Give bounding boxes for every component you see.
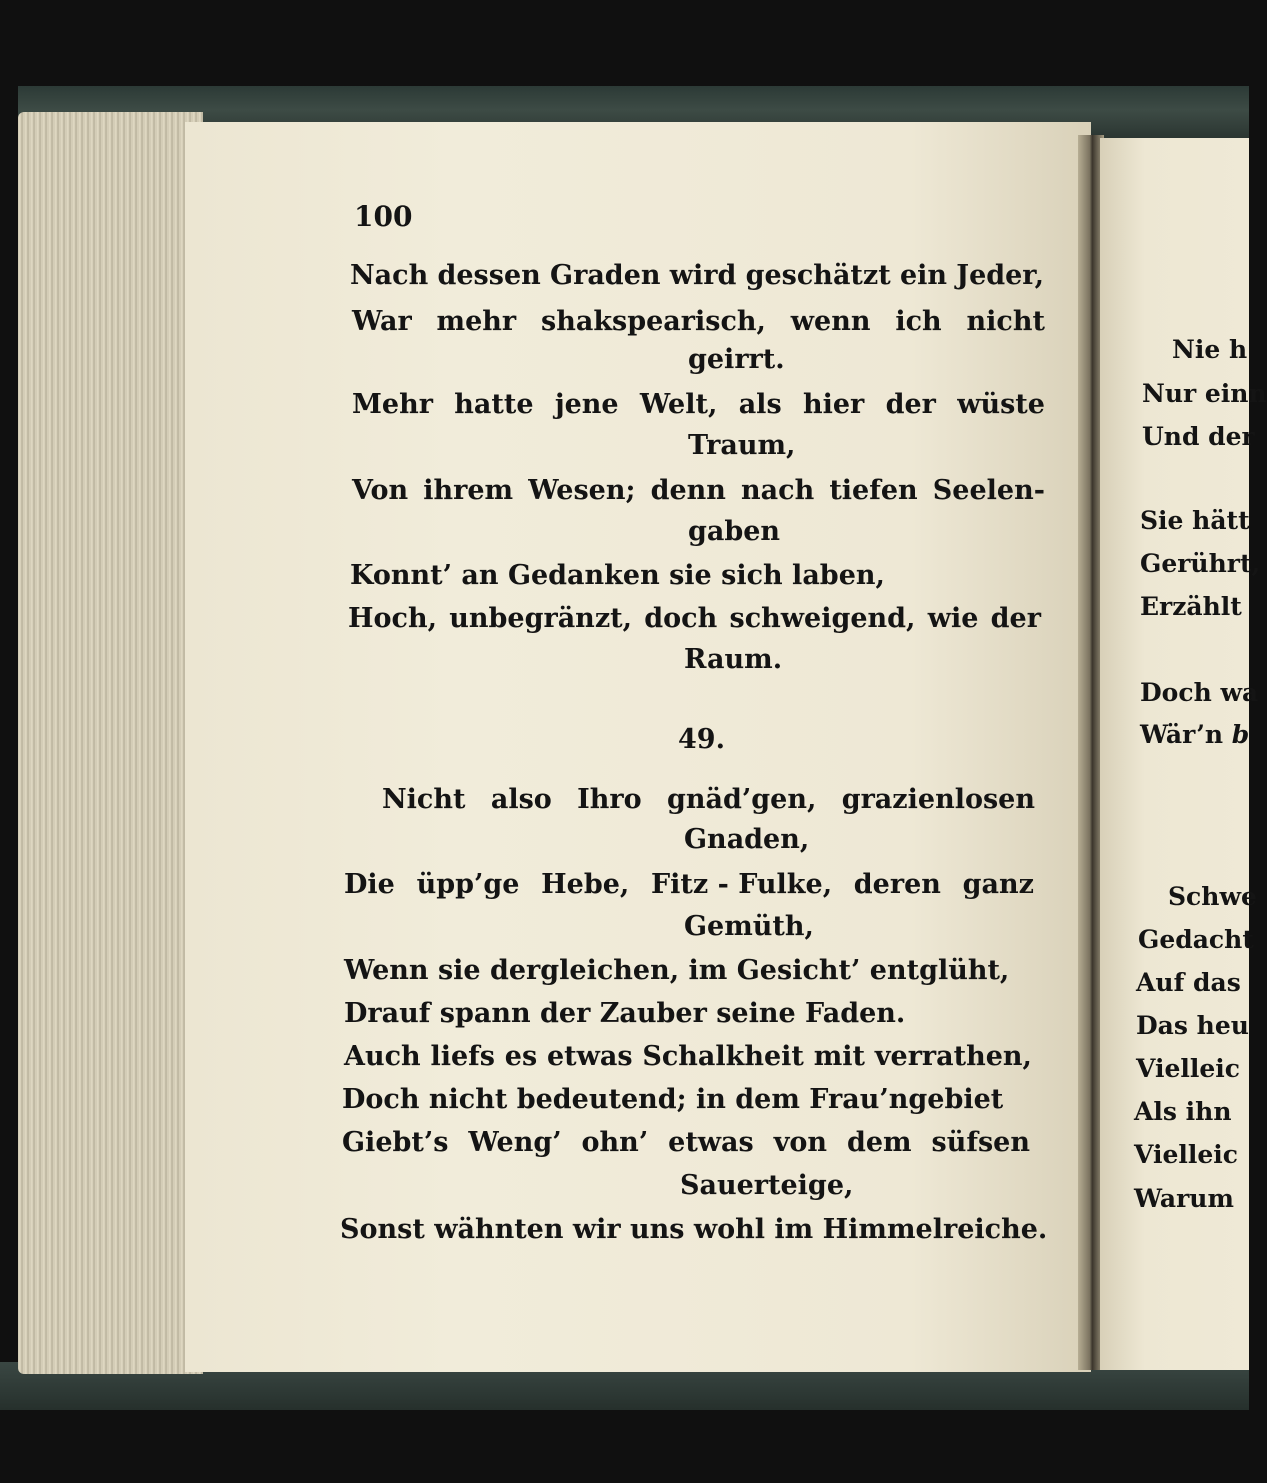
verse-word: Ihro (577, 784, 642, 815)
right-fragment-text: Wär’n (1140, 720, 1224, 749)
right-fragment: Doch wa (1140, 678, 1259, 707)
verse-word: hier (802, 389, 865, 420)
stanza-number: 49. (678, 724, 725, 755)
right-fragment: Nie h (1172, 335, 1248, 364)
verse-word: wenn (790, 306, 871, 337)
verse-word: mehr (436, 306, 517, 337)
verse-word: War (352, 306, 412, 337)
right-fragment (1140, 722, 1249, 747)
verse-word: geschätzt (745, 260, 891, 291)
verse-word: Graden (550, 260, 661, 291)
verse-word: Die (344, 869, 395, 900)
verse-word: dem (846, 1127, 912, 1158)
verse-word: Giebt’s (342, 1127, 449, 1158)
verse-line: Doch nicht bedeutend; in dem Frau’ngebiet (342, 1084, 1004, 1115)
verse-word: von (773, 1127, 828, 1158)
verse-word: Hebe, (541, 869, 630, 900)
right-fragment: Warum (1134, 1184, 1234, 1213)
verse-line-continuation: gaben (688, 516, 781, 547)
right-fragment: Das heu (1136, 1011, 1249, 1040)
verse-line-continuation: geirrt. (688, 344, 785, 375)
verse-word: jene (554, 389, 619, 420)
verse-word: liefs (430, 1041, 495, 1072)
verse-word: als (738, 389, 782, 420)
right-fragment: Nur einn (1142, 379, 1267, 408)
verse-word: tiefen (829, 475, 918, 506)
verse-line-continuation: Raum. (684, 644, 783, 675)
verse-word: ganz (962, 869, 1034, 900)
verse-word: der (990, 603, 1041, 634)
verse-word: Von (352, 475, 409, 506)
verse-word: ohn’ (581, 1127, 649, 1158)
verse-word: Fitz - Fulke, (650, 869, 833, 900)
verse-word: Weng’ (468, 1127, 562, 1158)
verse-word: Hoch, (348, 603, 437, 634)
verse-word: doch (644, 603, 718, 634)
verse-word: wird (669, 260, 737, 291)
verse-line: Konnt’ an Gedanken sie sich laben, (350, 560, 885, 591)
verse-word: schweigend, (729, 603, 916, 634)
verse-word: ihrem (423, 475, 514, 506)
verse-word: Nicht (382, 784, 466, 815)
right-fragment: Und der (1142, 422, 1255, 451)
right-fragment: Gedacht (1138, 925, 1254, 954)
verse-word: shakspearisch, (541, 306, 766, 337)
right-fragment: Als ihn (1134, 1097, 1232, 1126)
verse-line-continuation: Sauerteige, (680, 1170, 854, 1201)
verse-word: Jeder, (956, 260, 1044, 291)
page-number: 100 (354, 200, 413, 233)
verse-word: hatte (454, 389, 534, 420)
verse-word: unbegränzt, (449, 603, 633, 634)
verse-word: Seelen- (932, 475, 1045, 506)
verse-word: süfsen (931, 1127, 1030, 1158)
verse-word: deren (853, 869, 941, 900)
verse-word: der (885, 389, 936, 420)
verse-word: Schalkheit (642, 1041, 804, 1072)
verse-word: ich (895, 306, 942, 337)
verse-word: gnäd’gen, (666, 784, 817, 815)
verse-word: nicht (966, 306, 1045, 337)
verse-word: ein (899, 260, 948, 291)
verse-word: üpp’ge (416, 869, 520, 900)
verse-word: wie (927, 603, 979, 634)
verse-word: etwas (546, 1041, 633, 1072)
right-fragment-italic: b (1231, 720, 1250, 749)
verse-word: grazienlosen (841, 784, 1035, 815)
verse-line-continuation: Traum, (688, 430, 796, 461)
right-fragment: Vielleic (1136, 1054, 1240, 1083)
verse-word: Auch (344, 1041, 421, 1072)
verse-line-continuation: Gnaden, (684, 824, 810, 855)
verse-word: dessen (437, 260, 541, 291)
verse-word: wüste (957, 389, 1045, 420)
right-fragment: Auf das (1136, 968, 1241, 997)
verse-word: Welt, (639, 389, 718, 420)
right-fragment: Vielleic (1134, 1140, 1238, 1169)
verse-word: verrathen, (874, 1041, 1032, 1072)
right-fragment: Gerührt, (1140, 549, 1261, 578)
right-fragment: Sie hätt (1140, 506, 1250, 535)
verse-word: also (490, 784, 552, 815)
verse-word: Mehr (352, 389, 433, 420)
verse-word: Nach (350, 260, 429, 291)
verse-word: Wesen; (528, 475, 636, 506)
verse-word: etwas (668, 1127, 754, 1158)
right-fragment: Erzählt (1140, 592, 1242, 621)
verse-word: denn (650, 475, 726, 506)
verse-word: es (504, 1041, 538, 1072)
verse-word: mit (813, 1041, 866, 1072)
verse-line: Sonst wähnten wir uns wohl im Himmelreiche. (340, 1214, 1048, 1245)
verse-word: nach (741, 475, 815, 506)
right-fragment: Schwe (1168, 882, 1257, 911)
verse-line: Drauf spann der Zauber seine Faden. (344, 998, 906, 1029)
verse-line: Wenn sie dergleichen, im Gesicht’ entglüht, (344, 955, 1010, 986)
verse-line-continuation: Gemüth, (684, 911, 814, 942)
